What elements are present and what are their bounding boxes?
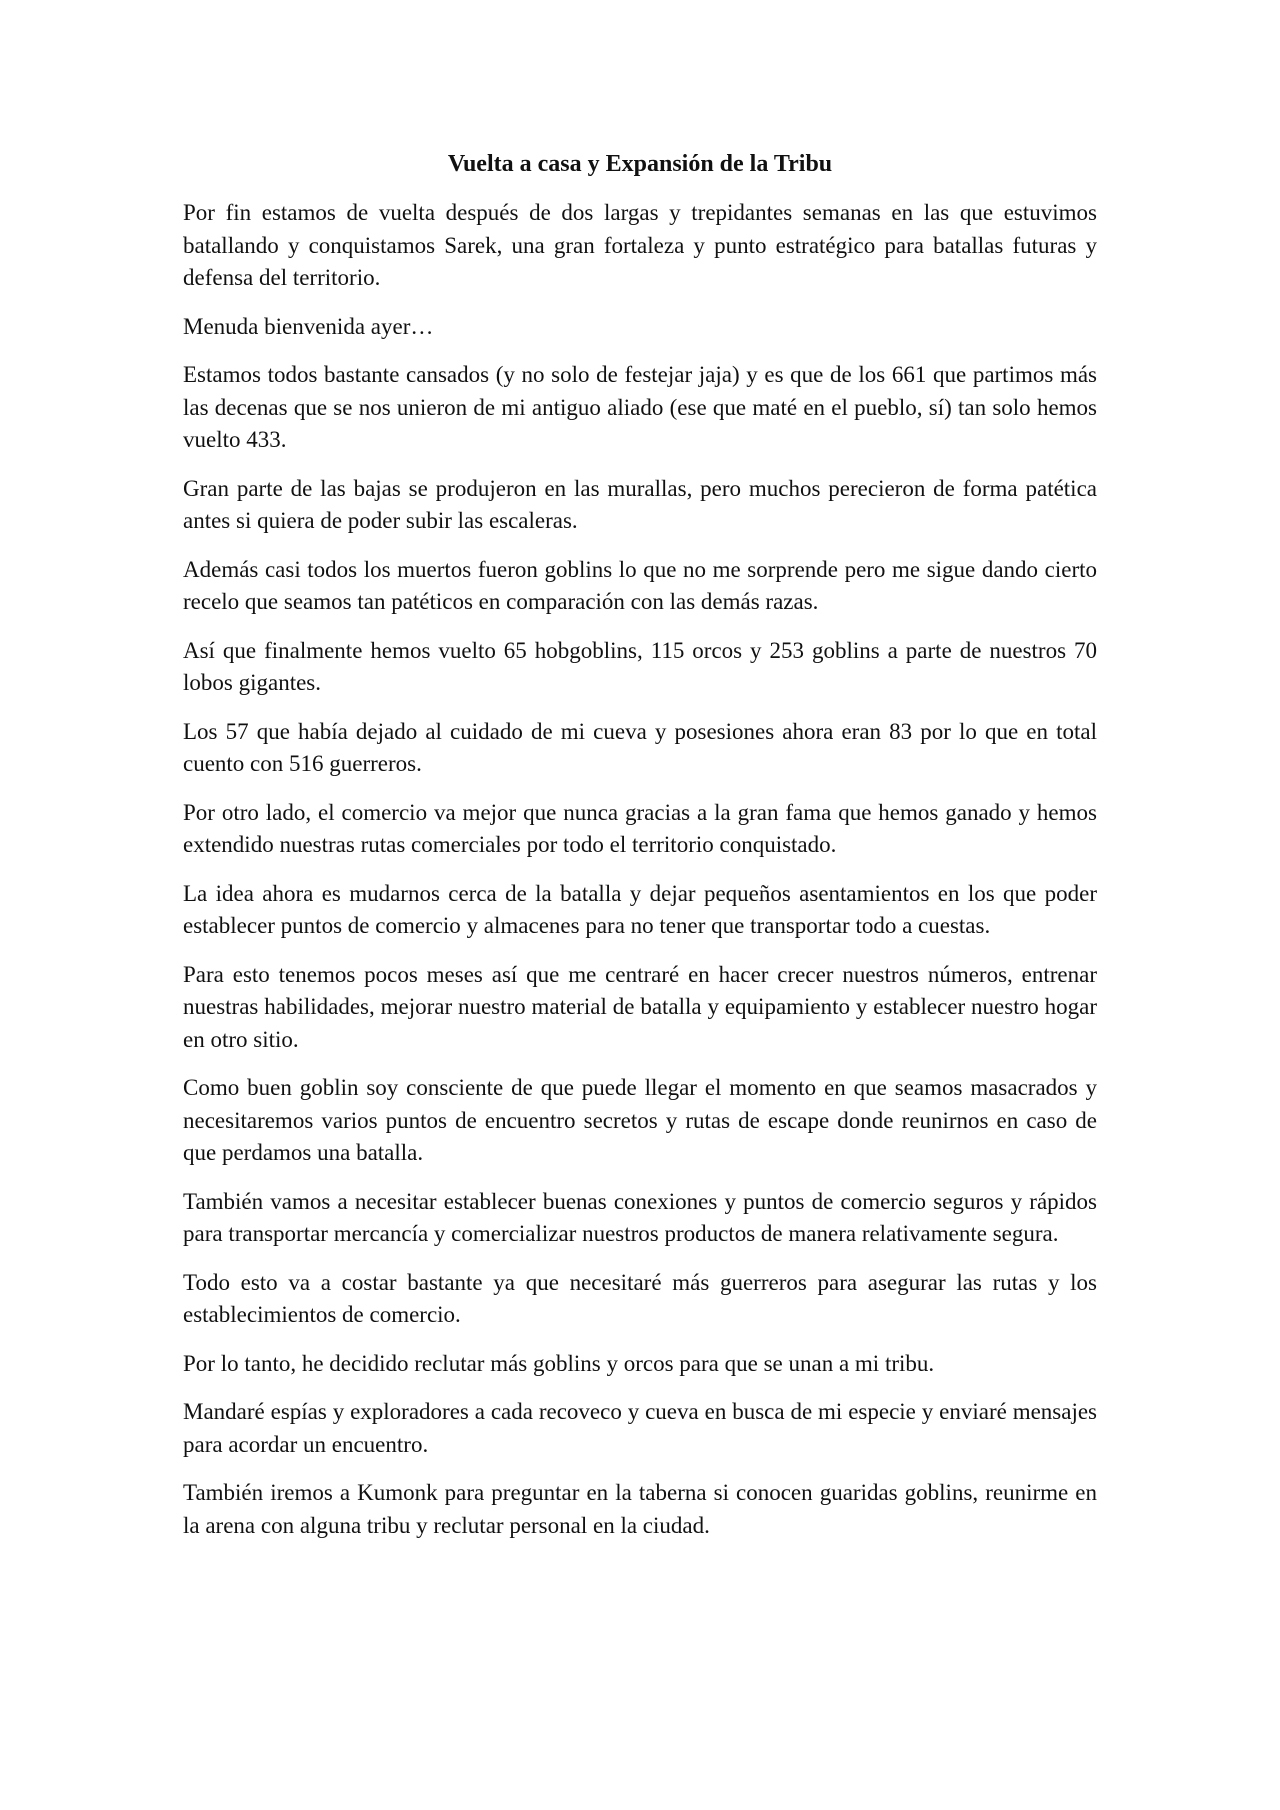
paragraph: Así que finalmente hemos vuelto 65 hobgoblins, 115 orcos y 253 goblins a parte de nuestros 70 lobos gigantes. xyxy=(183,637,1097,695)
paragraph: La idea ahora es mudarnos cerca de la batalla y dejar pequeños asentamientos en los que poder establecer puntos de comercio y almacenes para no tener que transportar todo a cuestas. xyxy=(183,880,1097,938)
document-title: Vuelta a casa y Expansión de la Tribu xyxy=(447,151,833,177)
paragraph: Por otro lado, el comercio va mejor que nunca gracias a la gran fama que hemos ganado y hemos extendido nuestras rutas comerciales por todo el territorio conquistado. xyxy=(183,799,1097,857)
paragraph: Por fin estamos de vuelta después de dos largas y trepidantes semanas en las que estuvimos batallando y conquistamos Sarek, una gran fortaleza y punto estratégico para batallas futuras y defensa del territorio. xyxy=(183,200,1097,290)
paragraph: Todo esto va a costar bastante ya que necesitaré más guerreros para asegurar las rutas y los establecimientos de comercio. xyxy=(183,1269,1097,1327)
paragraph: Los 57 que había dejado al cuidado de mi cueva y posesiones ahora eran 83 por lo que en total cuento con 516 guerreros. xyxy=(183,718,1097,776)
paragraph: Por lo tanto, he decidido reclutar más goblins y orcos para que se unan a mi tribu. xyxy=(183,1350,935,1376)
paragraph: Menuda bienvenida ayer… xyxy=(183,313,434,339)
paragraph: Gran parte de las bajas se produjeron en las murallas, pero muchos perecieron de forma patética antes si quiera de poder subir las escaleras. xyxy=(183,475,1097,533)
paragraph: Como buen goblin soy consciente de que puede llegar el momento en que seamos masacrados y necesitaremos varios puntos de encuentro secretos y rutas de escape donde reunirnos en caso de que perdamos una batalla. xyxy=(183,1075,1097,1165)
paragraph: Mandaré espías y exploradores a cada recoveco y cueva en busca de mi especie y enviaré mensajes para acordar un encuentro. xyxy=(183,1399,1097,1457)
paragraph: También vamos a necesitar establecer buenas conexiones y puntos de comercio seguros y rápidos para transportar mercancía y comercializar nuestros productos de manera relativamente segura. xyxy=(183,1188,1097,1246)
paragraph: Para esto tenemos pocos meses así que me centraré en hacer crecer nuestros números, entrenar nuestras habilidades, mejorar nuestro material de batalla y equipamiento y establecer nuestro hogar en otro sitio. xyxy=(183,961,1097,1052)
document-page xyxy=(183,148,1097,1558)
paragraph: Estamos todos bastante cansados (y no solo de festejar jaja) y es que de los 661 que partimos más las decenas que se nos unieron de mi antiguo aliado (ese que maté en el pueblo, sí) tan solo hemos vuelto 433. xyxy=(183,362,1097,452)
paragraph: También iremos a Kumonk para preguntar en la taberna si conocen guaridas goblins, reunirme en la arena con alguna tribu y reclutar personal en la ciudad. xyxy=(183,1480,1097,1538)
paragraph: Además casi todos los muertos fueron goblins lo que no me sorprende pero me sigue dando cierto recelo que seamos tan patéticos en comparación con las demás razas. xyxy=(183,556,1097,614)
